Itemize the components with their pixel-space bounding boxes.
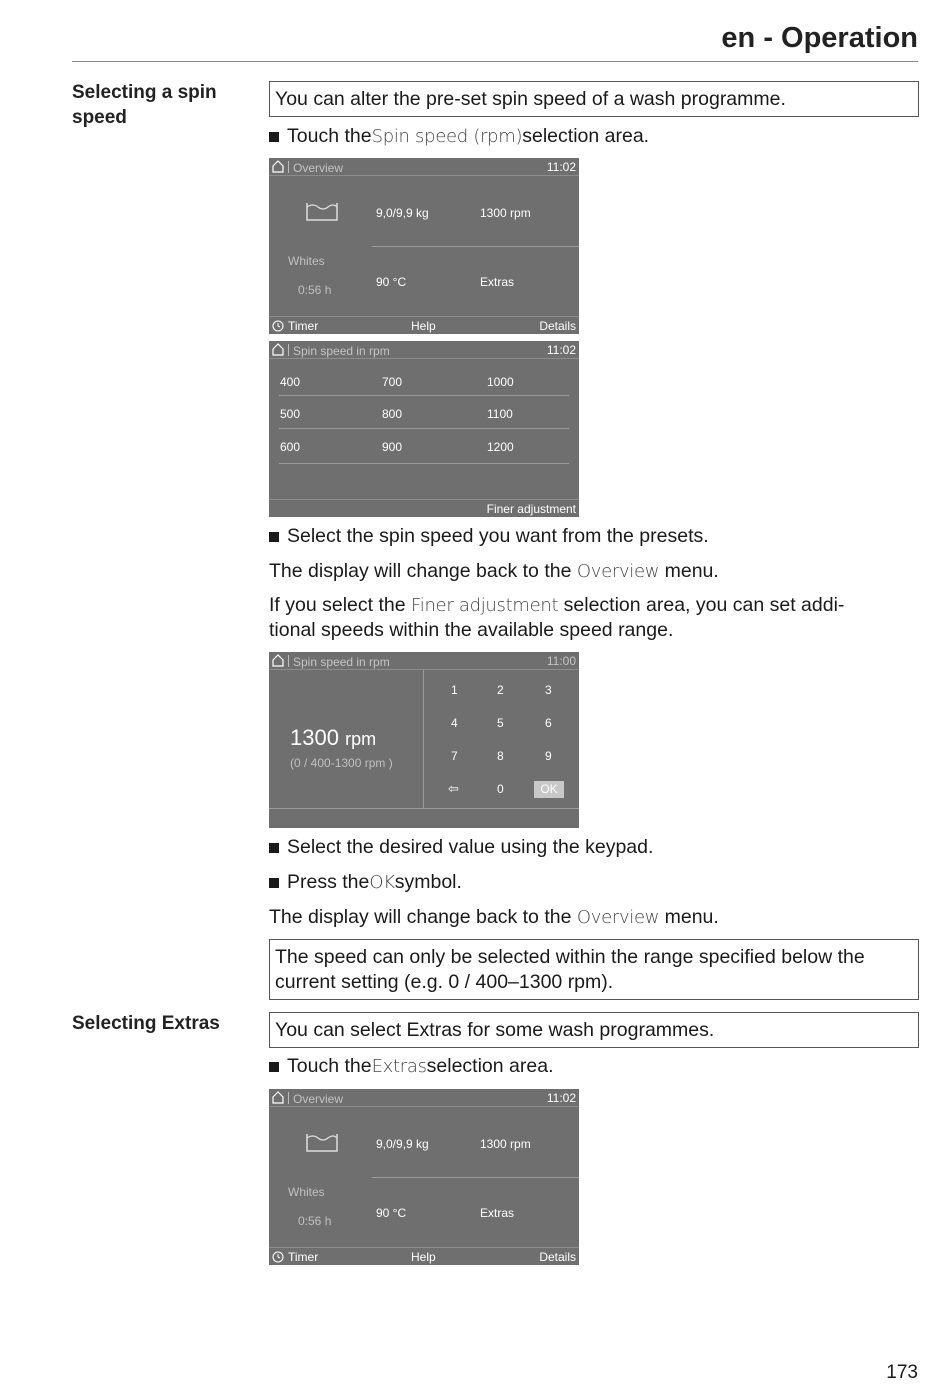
screen-titlebar [269,652,579,670]
screen-footer [269,316,579,334]
step-keypad [269,835,653,860]
screen-titlebar [269,341,579,359]
titlebar-separator [288,161,289,173]
key-7[interactable]: 7 [451,749,458,763]
para-text-post: menu. [659,560,719,582]
key-8[interactable]: 8 [497,749,504,763]
clock-icon [272,1251,284,1263]
step-press-ok [269,870,462,895]
step-text-post: symbol. [394,871,462,893]
screen-time: 11:00 [546,654,576,668]
para-text: The display will change back to the [269,906,577,928]
step-text-post: selection area. [426,1055,554,1077]
step-text: Touch the [287,1055,372,1077]
key-2[interactable]: 2 [497,683,504,697]
programme-name: Whites [288,1185,325,1199]
key-1[interactable]: 1 [451,683,458,697]
step-touch-extras [269,1054,553,1079]
screen-footer [269,499,579,517]
screen-title: Spin speed in rpm [293,655,390,669]
step-text: Touch the [287,125,372,147]
page-number: 173 [886,1362,918,1383]
extras-field[interactable]: Extras [480,275,515,289]
bullet-icon [269,878,279,888]
ui-label-overview: Overview [576,561,660,582]
note-box-extras [269,1012,919,1048]
divider [279,428,569,429]
screen-titlebar [269,158,579,176]
finer-adjustment-button[interactable]: Finer adjustment [486,502,576,516]
paragraph-back-overview [269,559,719,584]
ui-label-finer-adjustment: Finer adjustment [411,595,559,616]
key-3[interactable]: 3 [545,683,552,697]
divider [423,670,424,808]
paragraph-back-overview-2 [269,905,719,930]
spin-speed-field[interactable]: 1300 rpm [480,206,531,220]
ui-label-spin-speed: Spin speed (rpm) [371,126,523,147]
para-text: The display will change back to the [269,560,577,582]
help-button[interactable]: Help [411,1250,436,1264]
temperature-field[interactable]: 90 °C [376,1206,407,1220]
home-icon[interactable] [272,1091,284,1104]
programme-name: Whites [288,254,325,268]
note-text: You can alter the pre-set spin speed of a wash programme. [275,88,786,110]
spin-speed-screen [269,341,579,517]
preset-1200[interactable]: 1200 [487,440,514,454]
screen-title: Overview [293,1092,344,1106]
backspace-icon[interactable]: ⇦ [448,781,459,796]
header-rule [72,61,918,62]
load-field[interactable]: 9,0/9,9 kg [376,206,429,220]
para-text-post: menu. [659,906,719,928]
screen-title: Overview [293,161,344,175]
titlebar-separator [288,655,289,667]
section-heading-extras: Selecting Extras [72,1013,220,1034]
key-6[interactable]: 6 [545,716,552,730]
divider [269,808,579,809]
temperature-field[interactable]: 90 °C [376,275,407,289]
details-button[interactable]: Details [539,1250,576,1264]
key-5[interactable]: 5 [497,716,504,730]
timer-button[interactable]: Timer [288,319,319,333]
preset-900[interactable]: 900 [382,440,403,454]
preset-1000[interactable]: 1000 [487,375,514,389]
spin-unit: rpm [345,729,377,749]
preset-500[interactable]: 500 [280,407,301,421]
key-9[interactable]: 9 [545,749,552,763]
para-text-post: selection area, you can set addi- [558,594,845,616]
divider [279,395,569,396]
bullet-icon [269,843,279,853]
step-text-post: selection area. [522,125,650,147]
ok-button[interactable]: OK [534,781,564,798]
page-header-title: en - Operation [721,22,918,54]
note-box-speed-range [269,939,919,1000]
spin-speed-field[interactable]: 1300 rpm [480,1137,531,1151]
details-button[interactable]: Details [539,319,576,333]
screen-titlebar [269,1089,579,1107]
ui-label-overview: Overview [576,907,660,928]
para-text-line2: tional speeds within the available speed range. [269,619,674,641]
step-select-preset [269,524,709,549]
load-field[interactable]: 9,0/9,9 kg [376,1137,429,1151]
wash-tub-icon [305,200,339,222]
note-box-spin-speed [269,81,919,117]
preset-600[interactable]: 600 [280,440,301,454]
home-icon[interactable] [272,343,284,356]
preset-1100[interactable]: 1100 [487,407,513,421]
timer-button[interactable]: Timer [288,1250,319,1264]
paragraph-finer-adjustment [269,593,919,643]
help-button[interactable]: Help [411,319,436,333]
ui-label-extras: Extras [371,1056,427,1077]
screen-footer [269,1247,579,1265]
bullet-icon [269,132,279,142]
titlebar-separator [288,1092,289,1104]
divider [372,246,579,247]
clock-icon [272,320,284,332]
bullet-icon [269,532,279,542]
screen-time: 11:02 [546,160,576,174]
programme-duration: 0:56 h [298,283,332,297]
para-text: If you select the [269,594,411,616]
step-touch-spin-speed [269,124,649,149]
home-icon[interactable] [272,654,284,667]
divider [372,1177,579,1178]
note-text-line2: current setting (e.g. 0 / 400–1300 rpm). [275,971,614,993]
spin-range: (0 / 400-1300 rpm ) [290,756,393,770]
key-4[interactable]: 4 [451,716,458,730]
spin-value-display [290,725,376,751]
section-heading-spin-speed: Selecting a spin speed [72,82,217,128]
programme-duration: 0:56 h [298,1214,332,1228]
key-0[interactable]: 0 [497,782,504,796]
titlebar-separator [288,344,289,356]
preset-400[interactable]: 400 [280,375,301,389]
note-text-line1: The speed can only be selected within the range specified below the [275,946,865,968]
screen-title: Spin speed in rpm [293,344,390,358]
step-text: Select the spin speed you want from the presets. [287,525,709,547]
ui-label-ok: OK [369,872,395,893]
extras-field[interactable]: Extras [480,1206,515,1220]
step-text: Select the desired value using the keypad. [287,836,654,858]
preset-700[interactable]: 700 [382,375,403,389]
bullet-icon [269,1062,279,1072]
home-icon[interactable] [272,160,284,173]
wash-tub-icon [305,1131,339,1153]
screen-time: 11:02 [546,1091,576,1105]
note-text: You can select Extras for some wash programmes. [275,1019,715,1041]
preset-800[interactable]: 800 [382,407,403,421]
spin-value: 1300 [290,725,339,750]
overview-screen-extras [269,1089,579,1265]
keypad-screen [269,652,579,828]
divider [279,463,569,464]
overview-screen [269,158,579,334]
screen-time: 11:02 [546,343,576,357]
step-text: Press the [287,871,370,893]
